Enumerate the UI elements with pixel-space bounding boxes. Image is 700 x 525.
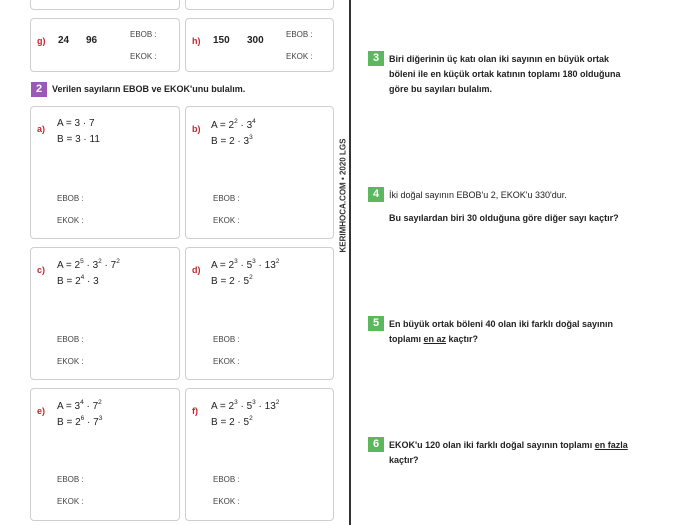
question-line: En büyük ortak böleni 40 olan iki farklı doğal sayının [389, 319, 614, 329]
number-a: 24 [58, 35, 70, 46]
column-divider [349, 0, 351, 525]
question-line: toplamı en az kaçtır? [389, 334, 479, 344]
number-a-factorization: $A = 3^4 \cdot 7^2$ [57, 399, 102, 412]
number-a-factorization: A = 3 · 7 [57, 118, 95, 129]
ekok-label: EKOK : [130, 52, 157, 61]
problem-box-d [185, 247, 334, 380]
section-title: Verilen sayıların EBOB ve EKOK'unu bulalım. [52, 84, 246, 94]
number-a-factorization: $A = 2^3 \cdot 5^3 \cdot 13^2$ [211, 258, 280, 271]
problem-label: a) [37, 124, 46, 134]
problem-label: d) [192, 265, 201, 275]
ebob-label: EBOB : [213, 194, 240, 203]
ebob-label: EBOB : [130, 30, 157, 39]
problem-box-f [185, 388, 334, 521]
ekok-label: EKOK : [213, 216, 240, 225]
ekok-label: EKOK : [213, 357, 240, 366]
problem-box-c [30, 247, 180, 380]
question-number-badge: 4 [368, 187, 384, 202]
question-number-badge: 3 [368, 51, 384, 66]
problem-box-a [30, 106, 180, 239]
number-b-factorization: B = 3 · 11 [57, 134, 100, 145]
question-line: Bu sayılardan biri 30 olduğuna göre diğer sayı kaçtır? [389, 213, 619, 223]
problem-label: f) [192, 406, 198, 416]
question-line: İki doğal sayının EBOB'u 2, EKOK'u 330'dur. [389, 190, 567, 200]
question-number-badge: 5 [368, 316, 384, 331]
number-b: 300 [247, 35, 264, 46]
problem-label: b) [192, 124, 201, 134]
question-number-badge: 6 [368, 437, 384, 452]
ebob-label: EBOB : [213, 335, 240, 344]
ebob-label: EBOB : [57, 475, 84, 484]
problem-label: c) [37, 265, 46, 275]
section-number-badge: 2 [31, 82, 47, 97]
problem-label: g) [37, 36, 46, 46]
problem-box-g [30, 18, 180, 72]
ekok-label: EKOK : [213, 497, 240, 506]
ekok-label: EKOK : [57, 216, 84, 225]
top-blank-box-right [185, 0, 334, 10]
ekok-label: EKOK : [57, 357, 84, 366]
number-b-factorization: $B = 2 \cdot 5^2$ [211, 415, 253, 428]
question-line: EKOK'u 120 olan iki farklı doğal sayının toplamı en fazla [389, 440, 628, 450]
ebob-label: EBOB : [57, 194, 84, 203]
number-a-factorization: $A = 2^5 \cdot 3^2 \cdot 7^2$ [57, 258, 120, 271]
problem-box-b [185, 106, 334, 239]
number-a: 150 [213, 35, 230, 46]
ebob-label: EBOB : [57, 335, 84, 344]
number-b-factorization: $B = 2 \cdot 5^2$ [211, 274, 253, 287]
ebob-label: EBOB : [286, 30, 313, 39]
question-line: kaçtır? [389, 455, 419, 465]
problem-box-e [30, 388, 180, 521]
question-line: Biri diğerinin üç katı olan iki sayının en büyük ortak [389, 54, 610, 64]
problem-box-h [185, 18, 334, 72]
number-b: 96 [86, 35, 98, 46]
question-line: göre bu sayıları bulalım. [389, 84, 493, 94]
ekok-label: EKOK : [286, 52, 313, 61]
ebob-label: EBOB : [213, 475, 240, 484]
question-line: böleni ile en küçük ortak katının toplamı 180 olduğuna [389, 69, 621, 79]
number-b-factorization: $B = 2^4 \cdot 3$ [57, 274, 99, 287]
problem-label: h) [192, 36, 201, 46]
number-b-factorization: $B = 2 \cdot 3^3$ [211, 134, 253, 147]
number-a-factorization: $A = 2^3 \cdot 5^3 \cdot 13^2$ [211, 399, 280, 412]
ekok-label: EKOK : [57, 497, 84, 506]
top-blank-box-left [30, 0, 180, 10]
number-a-factorization: $A = 2^2 \cdot 3^4$ [211, 118, 256, 131]
number-b-factorization: $B = 2^6 \cdot 7^3$ [57, 415, 103, 428]
problem-label: e) [37, 406, 46, 416]
